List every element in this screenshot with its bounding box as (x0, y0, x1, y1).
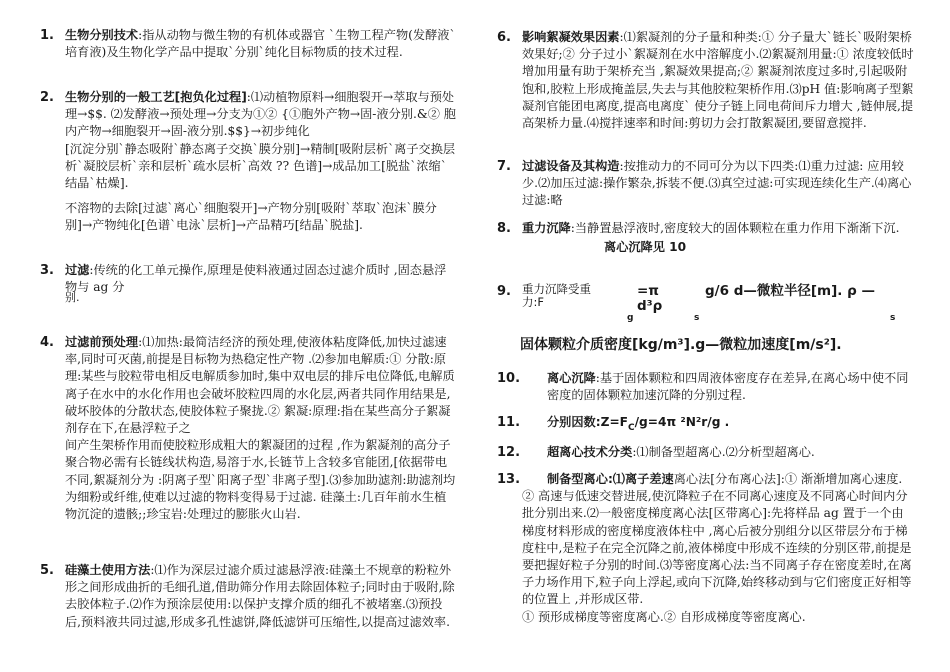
formula: :Z=F (595, 415, 628, 429)
term: 离心沉降 (547, 371, 596, 385)
item-number: 1. (40, 28, 54, 43)
list-item (497, 414, 915, 437)
formula-part: g/6 d—微粒半径[m]. ρ — (705, 283, 875, 299)
formula: /g=4π ²N²r/g . (634, 415, 730, 429)
paragraph: 别. (65, 291, 80, 305)
subscript: s (890, 313, 896, 323)
term: 过滤前预处理 (65, 335, 139, 349)
list-item (497, 471, 915, 626)
term: 生物分别的一般工艺[抱负化过程] (65, 90, 247, 104)
formula-part: =π (637, 283, 659, 299)
formula-part: d³ρ (637, 298, 663, 314)
definition: :指从动物与微生物的有机体或器官 `生物工程产物(发酵液`培育液)及生物化学产品中提取`分别`纯化目标物质的技术过程. (65, 28, 456, 60)
paragraph: [沉淀分别`静态吸附`静态离子交换`膜分别]→精制[吸附层析`离子交换层析`凝胶层析`亲和层析`疏水层析`高效 ?? 色谱]→成品加工[脱盐`浓缩`结晶`枯燥]. (65, 141, 456, 191)
definition: :⑴絮凝剂的分子量和种类:① 分子量大`链长`吸附架桥效果好;② 分子过小`絮凝剂在水中溶解度小.⑵絮凝剂用量:① 浓度较低时增加用量有助于架桥充当 ,絮凝效果提高;② 絮凝剂浓度过多时,引起吸附饱和,胶粒上形成掩盖层,失去与其他胶粒架桥作用.⑶pH 值:影响离子型絮凝剂官能团电离度,提高电离度` 使分子链上同电荷间斥力增大 ,链伸展,提高架桥力量.⑷搅拌速率和时间:剪切力会打散絮凝团,要留意搅拌. (522, 30, 914, 131)
definition: :传统的化工单元操作,原理是使料液通过固态过滤介质时 ,固态悬浮物与 ag 分 (65, 263, 447, 295)
list-item (497, 370, 915, 404)
term: 分别因数 (547, 415, 596, 429)
item-number: 4. (40, 335, 54, 350)
item-number: 7. (497, 159, 511, 174)
definition: :⑴制备型超离心.⑵分析型超离心. (632, 445, 815, 459)
item-number: 11. (497, 415, 521, 430)
list-item (40, 334, 458, 523)
term: 生物分别技术 (65, 28, 139, 42)
list-item (40, 89, 458, 235)
definition: :⑴作为深层过滤介质过滤悬浮液:硅藻土不规章的粉粒外形之间形成曲折的毛细孔道,借助筛分作用去除固体粒子;同时由于吸附,除去胶体粒子.⑵作为预涂层使用:以保护支撑介质的细孔不被堵塞.⑶预投后,预料液共同过滤,形成多孔性滤饼,降低滤饼可压缩性,以提高过滤效率. (65, 563, 455, 629)
list-item (497, 220, 915, 254)
item-number: 8. (497, 221, 511, 236)
list-item (40, 262, 458, 304)
paragraph: 间产生架桥作用而使胶粒形成粗大的絮凝团的过程 ,作为絮凝剂的高分子聚合物必需有长链线状构造,易溶于水,长链节上含较多官能团,[依据带电不同,絮凝剂分为 :阴离子型`阳离子型`非离子型].⑶参加助滤剂:助滤剂均为细粉或纤维,使难以过滤的物料变得易于过滤. 硅藻土:几百年前水生植物沉淀的遗骸;;珍宝岩:处理过的膨胀火山岩. (65, 438, 456, 522)
term: 重力沉降受重力:F (522, 282, 591, 309)
item-number: 13. (497, 472, 521, 487)
term: 超离心技术分类 (547, 445, 633, 459)
subscript: s (694, 313, 700, 323)
term: 硅藻土使用方法 (65, 563, 151, 577)
definition: :按推动力的不同可分为以下四类:⑴重力过滤: 应用较少.⑵加压过滤:操作繁杂,拆装不便.⑶真空过滤:可实现连续化生产.⑷离心过滤:略 (522, 159, 912, 208)
item-number: 9. (497, 284, 511, 299)
list-item (497, 283, 915, 363)
list-item (40, 562, 458, 631)
item-number: 10. (497, 371, 521, 386)
list-item (497, 444, 915, 461)
definition: :⑴加热:最简洁经济的预处理,使液体粘度降低,加快过滤速率,同时可灭菌,前提是目标物为热稳定性产物 .⑵参加电解质:① 分散:原理:某些与胶粒带电相反电解质参加时,集中双电层的排斥电位降低,电解质离子在水中的水化作用也会破坏胶粒四周的水化层,两者共同作用结果是,破坏胶体的分散状态,使胶体粒子聚拢.② 絮凝:原理:指在某些高分子絮凝剂存在下,在悬浮粒子之 (65, 335, 455, 436)
item-number: 6. (497, 30, 511, 45)
term: 制备型离心 (547, 472, 608, 486)
term: 过滤 (65, 263, 90, 277)
item-number: 12. (497, 445, 521, 460)
subscript: g (627, 313, 634, 323)
list-item (40, 27, 458, 61)
paragraph: 不溶物的去除[过滤`离心`细胞裂开]→产物分别[吸附`萃取`泡沫`膜分别]→产物纯化[色谱`电泳`层析]→产品精巧[结晶`脱盐]. (65, 201, 437, 233)
definition: 离心法[分布离心法]:① 渐渐增加离心速度. (673, 472, 903, 486)
term: 重力沉降 (522, 221, 571, 235)
formula-line: 固体颗粒介质密度[kg/m³].g—微粒加速度[m/s²]. (520, 337, 842, 353)
definition: :基于固体颗粒和四周液体密度存在差异,在离心场中使不同密度的固体颗粒加速沉降的分别过程. (547, 371, 909, 403)
list-item (497, 158, 915, 210)
term: :⑴离子差速 (607, 472, 674, 486)
item-number: 5. (40, 563, 54, 578)
item-number: 3. (40, 263, 54, 278)
paragraph: ② 高速与低速交替进展,使沉降粒子在不同离心速度及不同离心时间内分批分别出来.⑵一般密度梯度离心法[区带离心]:先将样品 ag 置于一个由梯度材料形成的密度梯度液体柱中 ,离心后被分别组分以区带层分布于梯度柱中,是粒子在完全沉降之前,液体梯度中形成不连续的分别区带,前提是要把握好粒子分别的时间.⑶等密度离心法:当不同离子存在密度差时,在离子力场作用下,粒子向上浮起,或向下沉降,始终移动到与它们密度正好相等的位置上 ,并形成区带. (522, 489, 912, 607)
paragraph: ① 预形成梯度等密度离心.② 自形成梯度等密度离心. (522, 609, 806, 624)
item-number: 2. (40, 90, 54, 105)
term: 影响絮凝效果因素 (522, 30, 620, 44)
definition: :当静置悬浮液时,密度较大的固体颗粒在重力作用下渐渐下沉. (570, 221, 900, 235)
note: 离心沉降见 10 (604, 240, 687, 254)
term: 过滤设备及其构造 (522, 159, 620, 173)
definition: :⑴动植物原料→细胞裂开→萃取与预处理→$$. ⑵发酵液→预处理→分支为①② {①胞外产物→固-液分别.&② 胞内产物→细胞裂开→固-液分别.$$}→初步纯化 (65, 90, 456, 139)
list-item (497, 29, 915, 132)
subscript: C (628, 423, 635, 433)
